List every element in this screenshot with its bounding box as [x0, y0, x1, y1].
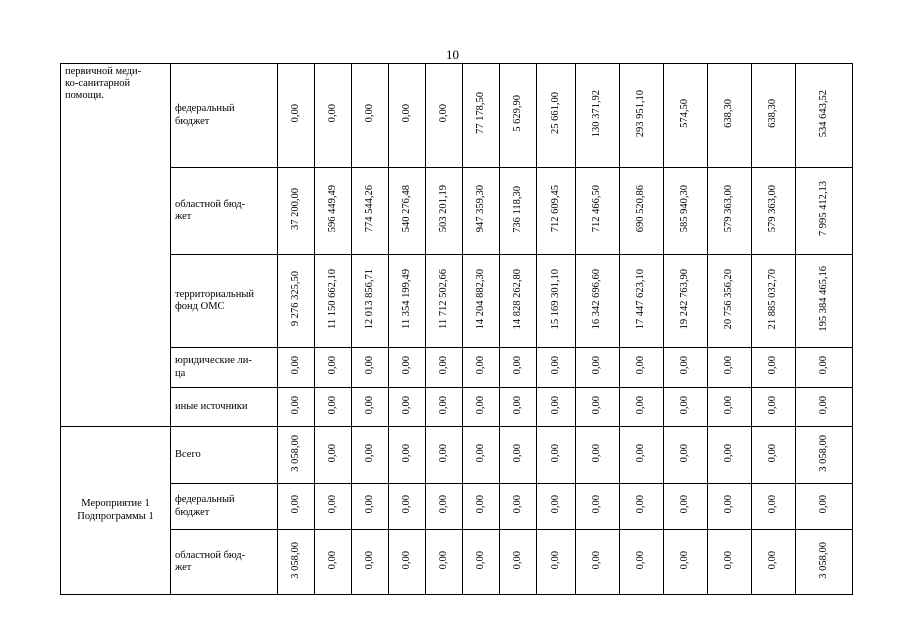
year-value-cell — [426, 484, 463, 530]
year-value-cell — [537, 348, 576, 388]
amount-value: 0,00 — [289, 395, 301, 415]
year-value-cell — [537, 427, 576, 484]
amount-value: 0,00 — [289, 104, 301, 123]
year-value-cell — [537, 168, 576, 255]
amount-value: 0,00 — [723, 395, 735, 415]
amount-value: 20 756 356,20 — [723, 268, 735, 330]
year-value-cell — [389, 530, 426, 595]
amount-value: 0,00 — [549, 443, 561, 463]
year-value-cell — [315, 348, 352, 388]
amount-value: 0,00 — [679, 395, 691, 415]
funding-source-cell — [171, 255, 278, 348]
year-value-cell — [664, 168, 708, 255]
amount-value: 0,00 — [817, 395, 829, 415]
funding-source-line: областной бюд- — [175, 549, 246, 561]
total-value-cell — [796, 348, 853, 388]
amount-value: 0,00 — [437, 395, 449, 415]
year-value-cell — [708, 388, 752, 427]
amount-value: 736 118,30 — [511, 185, 523, 233]
amount-value: 0,00 — [723, 443, 735, 463]
amount-value: 0,00 — [289, 495, 301, 514]
year-value-cell — [315, 427, 352, 484]
year-value-cell — [426, 388, 463, 427]
year-value-cell — [389, 348, 426, 388]
amount-value: 712 609,45 — [549, 185, 561, 233]
amount-value: 0,00 — [767, 395, 779, 415]
amount-value: 0,00 — [289, 356, 301, 375]
year-value-cell — [278, 388, 315, 427]
year-value-cell — [352, 530, 389, 595]
table-row — [61, 255, 853, 348]
amount-value: 0,00 — [591, 356, 603, 375]
year-value-cell — [500, 427, 537, 484]
year-value-cell — [664, 388, 708, 427]
funding-source-line: бюджет — [175, 506, 210, 518]
amount-value: 596 449,49 — [326, 185, 338, 233]
year-value-cell — [576, 348, 620, 388]
amount-value: 0,00 — [723, 550, 735, 570]
amount-value: 77 178,50 — [474, 92, 486, 135]
total-value-cell — [796, 388, 853, 427]
year-value-cell — [463, 64, 500, 168]
measure-description-line: помощи. — [65, 90, 104, 102]
year-value-cell — [752, 427, 796, 484]
amount-value: 0,00 — [767, 443, 779, 463]
year-value-cell — [500, 530, 537, 595]
amount-value: 579 363,00 — [767, 185, 779, 233]
year-value-cell — [389, 64, 426, 168]
funding-source-line: областной бюд- — [175, 198, 246, 210]
year-value-cell — [463, 530, 500, 595]
table-row — [61, 530, 853, 595]
year-value-cell — [500, 388, 537, 427]
amount-value: 0,00 — [511, 443, 523, 463]
amount-value: 0,00 — [437, 356, 449, 375]
measure-description-line: Подпрограммы 1 — [77, 510, 154, 522]
year-value-cell — [500, 64, 537, 168]
amount-value: 0,00 — [511, 356, 523, 375]
year-value-cell — [576, 388, 620, 427]
amount-value: 0,00 — [817, 356, 829, 375]
year-value-cell — [463, 484, 500, 530]
year-value-cell — [620, 388, 664, 427]
amount-value: 0,00 — [437, 495, 449, 514]
amount-value: 0,00 — [591, 550, 603, 570]
amount-value: 3 058,00 — [289, 434, 301, 472]
year-value-cell — [537, 484, 576, 530]
table-row — [61, 348, 853, 388]
year-value-cell — [426, 530, 463, 595]
amount-value: 0,00 — [635, 356, 647, 375]
year-value-cell — [278, 484, 315, 530]
year-value-cell — [620, 255, 664, 348]
year-value-cell — [389, 388, 426, 427]
year-value-cell — [278, 168, 315, 255]
amount-value: 7 995 412,13 — [817, 181, 829, 237]
amount-value: 0,00 — [679, 356, 691, 375]
amount-value: 0,00 — [817, 495, 829, 514]
year-value-cell — [352, 255, 389, 348]
amount-value: 195 384 465,16 — [817, 266, 829, 332]
year-value-cell — [500, 484, 537, 530]
funding-source-cell — [171, 388, 278, 427]
year-value-cell — [752, 348, 796, 388]
amount-value: 690 520,86 — [635, 185, 647, 233]
amount-value: 585 940,30 — [679, 185, 691, 233]
funding-source-line: юридические ли- — [175, 355, 252, 367]
amount-value: 0,00 — [591, 495, 603, 514]
year-value-cell — [315, 255, 352, 348]
year-value-cell — [752, 168, 796, 255]
year-value-cell — [576, 427, 620, 484]
amount-value: 0,00 — [326, 443, 338, 463]
amount-value: 534 643,52 — [817, 89, 829, 138]
amount-value: 19 242 763,90 — [679, 268, 691, 330]
year-value-cell — [576, 255, 620, 348]
budget-table — [60, 63, 853, 595]
amount-value: 638,30 — [767, 99, 779, 128]
amount-value: 0,00 — [679, 495, 691, 514]
year-value-cell — [752, 64, 796, 168]
year-value-cell — [463, 348, 500, 388]
funding-source-line: бюджет — [175, 115, 210, 127]
amount-value: 0,00 — [363, 443, 375, 463]
amount-value: 712 466,50 — [591, 185, 603, 233]
funding-source-line: Всего — [175, 448, 201, 460]
year-value-cell — [537, 388, 576, 427]
amount-value: 0,00 — [400, 395, 412, 415]
amount-value: 0,00 — [474, 395, 486, 415]
amount-value: 0,00 — [400, 356, 412, 375]
year-value-cell — [315, 388, 352, 427]
amount-value: 0,00 — [474, 495, 486, 514]
measure-description-line: ко-санитарной — [65, 78, 131, 90]
year-value-cell — [278, 255, 315, 348]
total-value-cell — [796, 530, 853, 595]
amount-value: 293 951,10 — [635, 89, 647, 138]
year-value-cell — [278, 64, 315, 168]
table-row — [61, 484, 853, 530]
measure-description-line: первичной меди- — [65, 66, 142, 77]
amount-value: 638,30 — [723, 99, 735, 128]
year-value-cell — [426, 168, 463, 255]
amount-value: 0,00 — [363, 104, 375, 123]
amount-value: 0,00 — [549, 550, 561, 570]
amount-value: 0,00 — [363, 550, 375, 570]
year-value-cell — [389, 168, 426, 255]
year-value-cell — [664, 255, 708, 348]
amount-value: 0,00 — [326, 356, 338, 375]
year-value-cell — [389, 255, 426, 348]
year-value-cell — [352, 64, 389, 168]
amount-value: 0,00 — [723, 356, 735, 375]
year-value-cell — [537, 530, 576, 595]
year-value-cell — [352, 168, 389, 255]
table-row — [61, 388, 853, 427]
year-value-cell — [352, 427, 389, 484]
amount-value: 0,00 — [326, 395, 338, 415]
year-value-cell — [708, 484, 752, 530]
amount-value: 540 276,48 — [400, 185, 412, 233]
year-value-cell — [708, 348, 752, 388]
year-value-cell — [389, 427, 426, 484]
amount-value: 0,00 — [363, 395, 375, 415]
amount-value: 0,00 — [326, 104, 338, 123]
year-value-cell — [664, 530, 708, 595]
amount-value: 11 712 502,66 — [437, 268, 449, 329]
year-value-cell — [664, 348, 708, 388]
year-value-cell — [352, 348, 389, 388]
funding-source-line: жет — [175, 211, 192, 222]
year-value-cell — [576, 530, 620, 595]
year-value-cell — [500, 255, 537, 348]
amount-value: 9 276 325,50 — [289, 271, 301, 327]
year-value-cell — [620, 484, 664, 530]
amount-value: 579 363,00 — [723, 185, 735, 233]
year-value-cell — [708, 427, 752, 484]
amount-value: 0,00 — [400, 495, 412, 514]
year-value-cell — [620, 530, 664, 595]
year-value-cell — [278, 427, 315, 484]
amount-value: 0,00 — [474, 356, 486, 375]
amount-value: 25 661,00 — [549, 92, 561, 135]
year-value-cell — [500, 168, 537, 255]
amount-value: 17 447 623,10 — [635, 268, 647, 330]
total-value-cell — [796, 255, 853, 348]
amount-value: 11 150 662,10 — [326, 268, 338, 329]
amount-value: 16 342 696,60 — [591, 268, 603, 330]
year-value-cell — [537, 64, 576, 168]
year-value-cell — [315, 530, 352, 595]
year-value-cell — [500, 348, 537, 388]
year-value-cell — [463, 255, 500, 348]
year-value-cell — [620, 427, 664, 484]
amount-value: 0,00 — [400, 550, 412, 570]
amount-value: 0,00 — [511, 395, 523, 415]
amount-value: 12 013 856,71 — [363, 268, 375, 330]
year-value-cell — [620, 64, 664, 168]
measure-description-line: Мероприятие 1 — [81, 498, 150, 510]
total-value-cell — [796, 484, 853, 530]
year-value-cell — [752, 530, 796, 595]
year-value-cell — [426, 255, 463, 348]
funding-source-cell — [171, 427, 278, 484]
funding-source-cell — [171, 530, 278, 595]
measure-description-cell — [61, 427, 171, 595]
year-value-cell — [278, 348, 315, 388]
total-value-cell — [796, 427, 853, 484]
table-row — [61, 427, 853, 484]
amount-value: 0,00 — [511, 495, 523, 514]
amount-value: 0,00 — [363, 356, 375, 375]
year-value-cell — [463, 168, 500, 255]
amount-value: 0,00 — [591, 395, 603, 415]
total-value-cell — [796, 168, 853, 255]
funding-source-line: ца — [175, 367, 186, 379]
amount-value: 503 201,19 — [437, 185, 449, 233]
year-value-cell — [752, 484, 796, 530]
amount-value: 0,00 — [474, 443, 486, 463]
year-value-cell — [352, 388, 389, 427]
funding-source-line: федеральный — [175, 103, 235, 115]
year-value-cell — [426, 348, 463, 388]
funding-source-cell — [171, 484, 278, 530]
amount-value: 0,00 — [437, 550, 449, 570]
amount-value: 0,00 — [767, 356, 779, 375]
year-value-cell — [576, 64, 620, 168]
amount-value: 11 354 199,49 — [400, 268, 412, 329]
year-value-cell — [537, 255, 576, 348]
amount-value: 0,00 — [635, 550, 647, 570]
year-value-cell — [620, 168, 664, 255]
funding-source-cell — [171, 64, 278, 168]
amount-value: 0,00 — [400, 443, 412, 463]
amount-value: 3 058,00 — [817, 541, 829, 579]
year-value-cell — [708, 168, 752, 255]
year-value-cell — [315, 64, 352, 168]
amount-value: 774 544,26 — [363, 185, 375, 233]
amount-value: 0,00 — [326, 495, 338, 514]
funding-source-line: территориальный — [175, 288, 255, 300]
amount-value: 0,00 — [723, 495, 735, 514]
amount-value: 21 885 032,70 — [767, 268, 779, 330]
measure-description-cell — [61, 64, 171, 427]
year-value-cell — [752, 255, 796, 348]
year-value-cell — [426, 427, 463, 484]
amount-value: 0,00 — [363, 495, 375, 514]
amount-value: 0,00 — [549, 495, 561, 514]
year-value-cell — [315, 484, 352, 530]
year-value-cell — [664, 427, 708, 484]
amount-value: 0,00 — [549, 356, 561, 375]
year-value-cell — [708, 255, 752, 348]
year-value-cell — [576, 484, 620, 530]
year-value-cell — [315, 168, 352, 255]
amount-value: 0,00 — [511, 550, 523, 570]
funding-source-line: иные источники — [175, 400, 248, 412]
amount-value: 0,00 — [326, 550, 338, 570]
year-value-cell — [463, 427, 500, 484]
funding-source-line: жет — [175, 562, 192, 573]
amount-value: 0,00 — [591, 443, 603, 463]
year-value-cell — [463, 388, 500, 427]
table-row — [61, 168, 853, 255]
total-value-cell — [796, 64, 853, 168]
year-value-cell — [664, 64, 708, 168]
amount-value: 0,00 — [767, 550, 779, 570]
amount-value: 0,00 — [635, 395, 647, 415]
amount-value: 574,50 — [679, 99, 691, 128]
amount-value: 37 200,00 — [289, 187, 301, 230]
amount-value: 0,00 — [679, 443, 691, 463]
year-value-cell — [664, 484, 708, 530]
year-value-cell — [389, 484, 426, 530]
amount-value: 0,00 — [635, 495, 647, 514]
amount-value: 0,00 — [679, 550, 691, 570]
amount-value: 0,00 — [549, 395, 561, 415]
amount-value: 15 169 301,10 — [549, 268, 561, 330]
amount-value: 3 058,00 — [289, 541, 301, 579]
amount-value: 947 359,30 — [474, 185, 486, 233]
table-row — [61, 64, 853, 168]
year-value-cell — [752, 388, 796, 427]
year-value-cell — [708, 64, 752, 168]
funding-source-cell — [171, 168, 278, 255]
funding-source-line: федеральный — [175, 494, 235, 506]
amount-value: 0,00 — [400, 104, 412, 123]
amount-value: 130 371,92 — [591, 89, 603, 138]
amount-value: 0,00 — [767, 495, 779, 514]
year-value-cell — [352, 484, 389, 530]
amount-value: 0,00 — [474, 550, 486, 570]
amount-value: 0,00 — [437, 443, 449, 463]
year-value-cell — [620, 348, 664, 388]
amount-value: 0,00 — [635, 443, 647, 463]
amount-value: 5 629,90 — [511, 95, 523, 132]
amount-value: 14 204 882,30 — [474, 268, 486, 330]
funding-source-line: фонд ОМС — [175, 301, 225, 312]
funding-source-cell — [171, 348, 278, 388]
year-value-cell — [576, 168, 620, 255]
year-value-cell — [278, 530, 315, 595]
page-number: 10 — [446, 47, 459, 62]
amount-value: 0,00 — [437, 104, 449, 123]
year-value-cell — [426, 64, 463, 168]
year-value-cell — [708, 530, 752, 595]
amount-value: 14 828 262,80 — [511, 268, 523, 330]
amount-value: 3 058,00 — [817, 434, 829, 472]
